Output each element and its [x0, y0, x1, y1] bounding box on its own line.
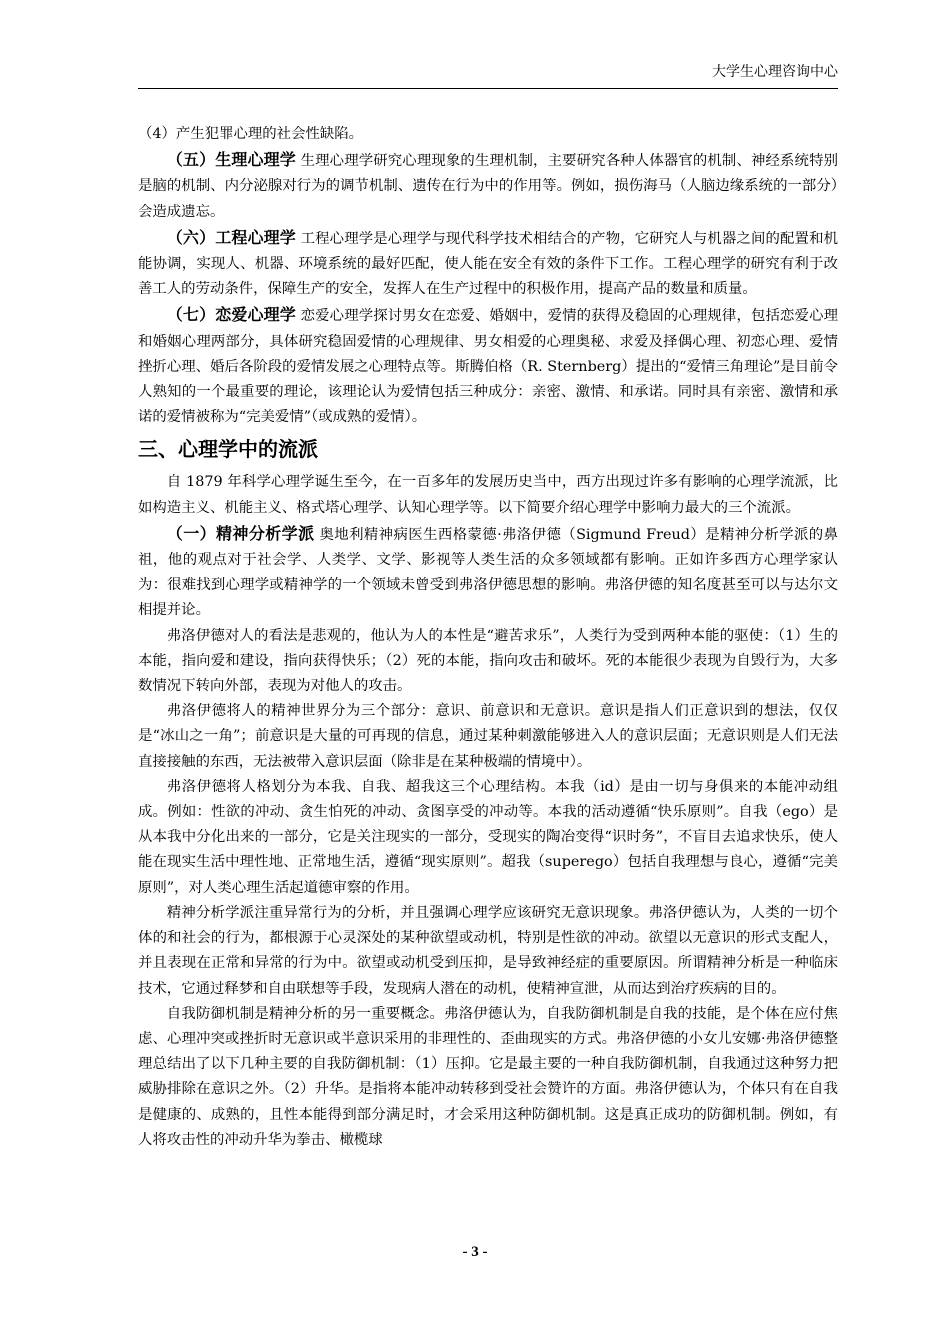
- paragraph-text: 奥地利精神病医生西格蒙德·弗洛伊德（Sigmund Freud）是精神分析学派的鼻祖，他的观点对于社会学、人类学、文学、影视等人类生活的众多领域都有影响。正如许多西方心理学家认为：很难找到心理学或精神学的一个领域未曾受到弗洛伊德思想的影响。弗洛伊德的知名度甚至可以与达尔文相提并论。: [138, 526, 838, 619]
- paragraph: [138, 147, 838, 225]
- paragraph-text: 自 1879 年科学心理学诞生至今，在一百多年的发展历史当中，西方出现过许多有影响的心理学流派，比如构造主义、机能主义、格式塔心理学、认知心理学等。以下简要介绍心理学中影响力最大的三个流派。: [138, 474, 838, 516]
- paragraph-text: （4）产生犯罪心理的社会性缺陷。: [138, 126, 364, 142]
- paragraph: [138, 521, 838, 624]
- page-header: [138, 62, 838, 89]
- subheading: （一）精神分析学派: [166, 523, 315, 543]
- document-body: [138, 122, 838, 1153]
- paragraph-text: 弗洛伊德对人的看法是悲观的，他认为人的本性是“避苦求乐”，人类行为受到两种本能的驱使：（1）生的本能，指向爱和建设，指向获得快乐；（2）死的本能，指向攻击和破坏。死的本能很少表现为自毁行为，大多数情况下转向外部，表现为对他人的攻击。: [138, 627, 838, 695]
- paragraph-text: 精神分析学派注重异常行为的分析，并且强调心理学应该研究无意识现象。弗洛伊德认为，人类的一切个体的和社会的行为，都根源于心灵深处的某种欲望或动机，特别是性欲的冲动。欲望以无意识的形式支配人，并且表现在正常和异常的行为中。欲望或动机受到压抑，是导致神经症的重要原因。所谓精神分析是一种临床技术，它通过释梦和自由联想等手段，发现病人潜在的动机，使精神宣泄，从而达到治疗疾病的目的。: [138, 904, 838, 997]
- paragraph: [138, 122, 838, 147]
- paragraph: [138, 624, 838, 700]
- paragraph: [138, 225, 838, 303]
- subheading: （六）工程心理学: [166, 227, 296, 247]
- paragraph: [138, 901, 838, 1002]
- paragraph: [138, 699, 838, 775]
- paragraph: [138, 302, 838, 430]
- paragraph-text: 自我防御机制是精神分析的另一重要概念。弗洛伊德认为，自我防御机制是自我的技能，是个体在应付焦虑、心理冲突或挫折时无意识或半意识采用的非理性的、歪曲现实的方式。弗洛伊德的小女儿安娜·弗洛伊德整理总结出了以下几种主要的自我防御机制：（1）压抑。它是最主要的一种自我防御机制，自我通过这种努力把威胁排除在意识之外。（2）升华。是指将本能冲动转移到受社会赞许的方面。弗洛伊德认为，个体只有在自我是健康的、成熟的，且性本能得到部分满足时，才会采用这种防御机制。这是真正成功的防御机制。例如，有人将攻击性的冲动升华为拳击、橄榄球: [138, 1005, 838, 1148]
- section-heading: 三、心理学中的流派: [138, 437, 318, 462]
- paragraph: [138, 470, 838, 520]
- paragraph-text: 工程心理学是心理学与现代科学技术相结合的产物，它研究人与机器之间的配置和机能协调，实现人、机器、环境系统的最好匹配，使人能在安全有效的条件下工作。工程心理学的研究有利于改善工人的劳动条件，保障生产的安全，发挥人在生产过程中的积极作用，提高产品的数量和质量。: [138, 230, 838, 298]
- page-number: - 3 -: [462, 1244, 488, 1260]
- paragraph-text: 弗洛伊德将人的精神世界分为三个部分：意识、前意识和无意识。意识是指人们正意识到的想法，仅仅是“冰山之一角”；前意识是大量的可再现的信息，通过某种刺激能够进入人的意识层面；无意识则是人们无法直接接触的东西，无法被带入意识层面（除非是在某种极端的情境中）。: [138, 703, 838, 770]
- paragraph-text: 恋爱心理学探讨男女在恋爱、婚姻中，爱情的获得及稳固的心理规律，包括恋爱心理和婚姻心理两部分，具体研究稳固爱情的心理规律、男女相爱的心理奥秘、求爱及择偶心理、初恋心理、爱情挫折心理、婚后各阶段的爱情发展之心理特点等。斯腾伯格（R. Sternberg）提出的“爱情三角理论”是目前令人熟知的一个最重要的理论，该理论认为爱情包括三种成分：亲密、激情、和承诺。同时具有亲密、激情和承诺的爱情被称为“完美爱情”（或成熟的爱情）。: [138, 308, 838, 426]
- paragraph: [138, 1002, 838, 1153]
- paragraph-text: 生理心理学研究心理现象的生理机制，主要研究各种人体器官的机制、神经系统特别是脑的机制、内分泌腺对行为的调节机制、遗传在行为中的作用等。例如，损伤海马（人脑边缘系统的一部分）会造成遗忘。: [138, 153, 838, 220]
- paragraph-text: 弗洛伊德将人格划分为本我、自我、超我这三个心理结构。本我（id）是由一切与身俱来的本能冲动组成。例如：性欲的冲动、贪生怕死的冲动、贪图享受的冲动等。本我的活动遵循“快乐原则”。自我（ego）是从本我中分化出来的一部分，它是关注现实的一部分，受现实的陶冶变得“识时务”，不盲目去追求快乐，使人能在现实生活中理性地、正常地生活，遵循“现实原则”。超我（superego）包括自我理想与良心，遵循“完美原则”，对人类心理生活起道德审察的作用。: [138, 778, 838, 896]
- header-title: 大学生心理咨询中心: [712, 64, 838, 80]
- subheading: （五）生理心理学: [166, 150, 296, 170]
- paragraph: [138, 775, 838, 901]
- subheading: （七）恋爱心理学: [166, 305, 296, 325]
